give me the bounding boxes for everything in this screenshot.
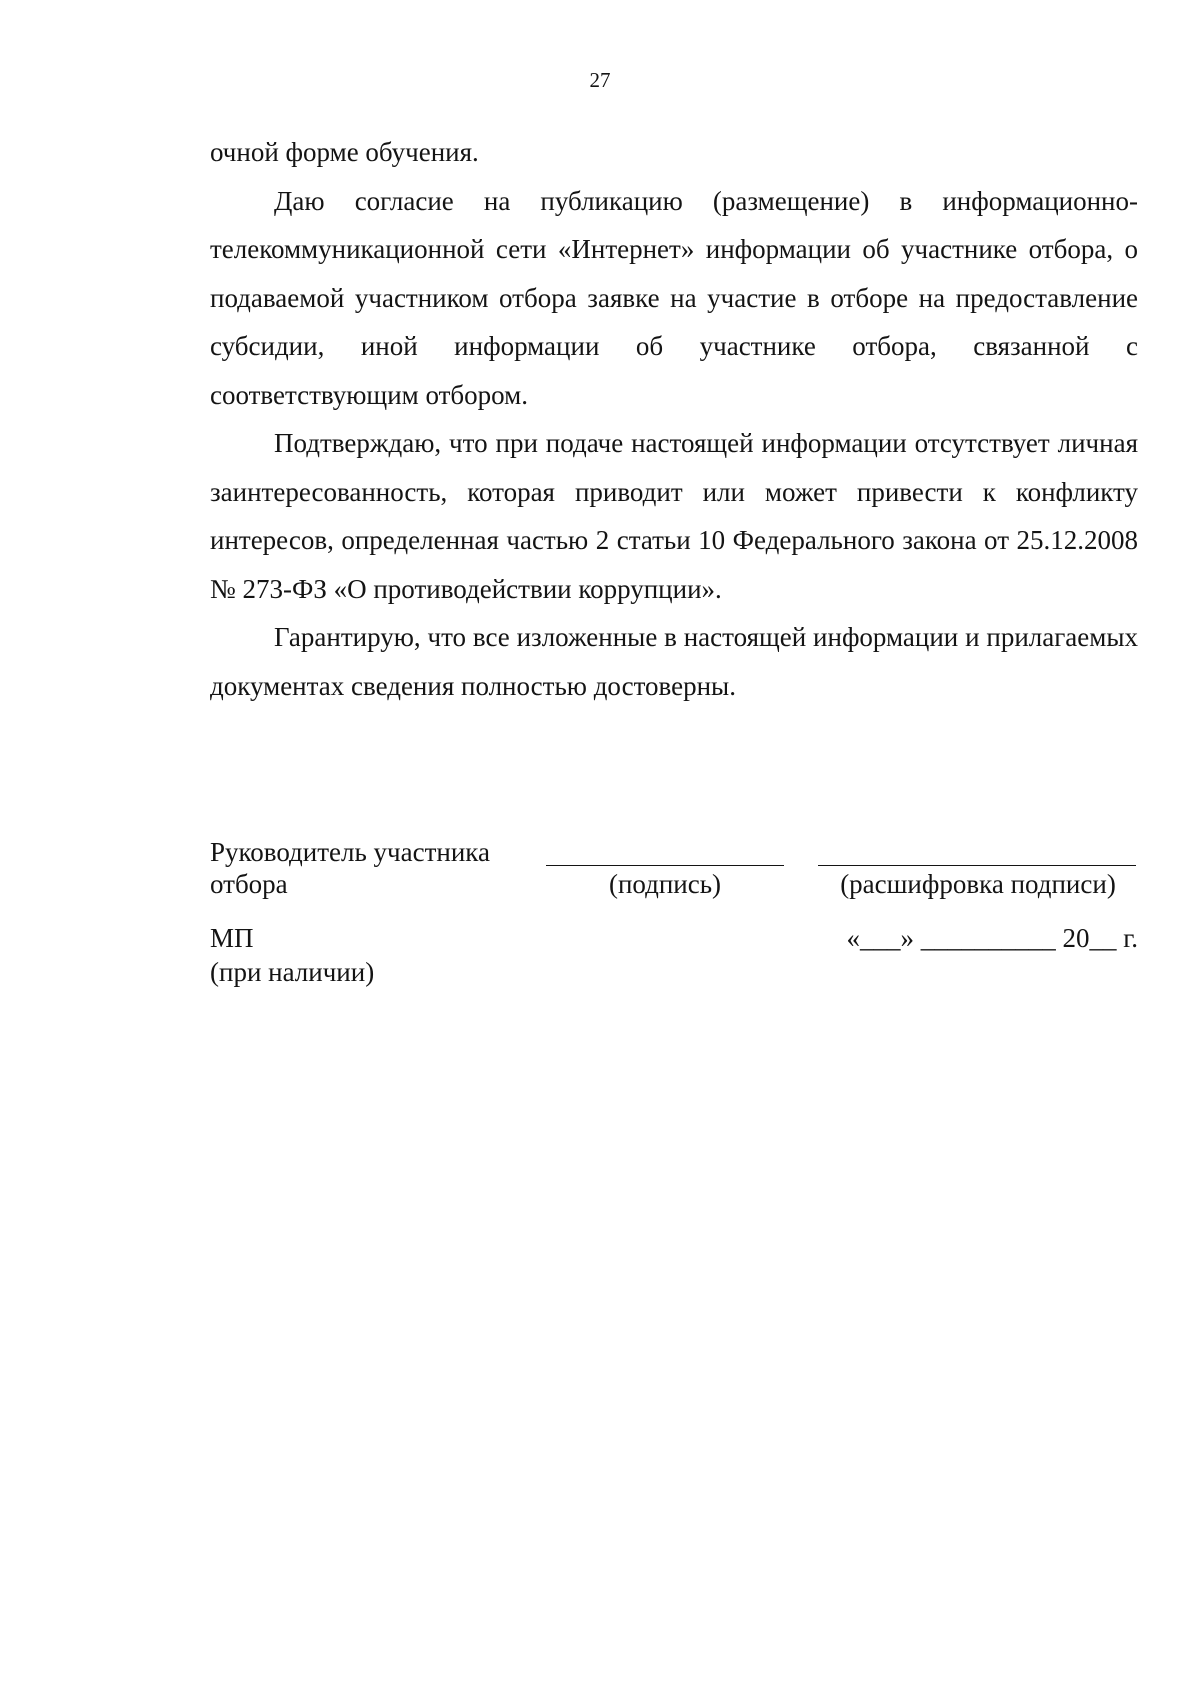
signature-decode-field-line xyxy=(818,865,1136,866)
paragraph-confirmation: Подтверждаю, что при подаче настоящей информации отсутствует личная заинтересованность, которая приводит или может привести к конфликту интересов, определенная частью 2 статьи 10 Федерального закона от 25.12.2008 № 273-ФЗ «О противодействии коррупции». xyxy=(210,428,1138,604)
signatory-role-line2: отбора xyxy=(210,869,288,899)
body-text xyxy=(210,128,1138,710)
date-field xyxy=(830,922,1138,954)
signatory-role-line1: Руководитель участника xyxy=(210,837,490,867)
signature-caption: (подпись) xyxy=(608,869,722,899)
date-text: «___» __________ 20__ г. xyxy=(846,923,1138,953)
stamp-note: (при наличии) xyxy=(210,957,375,987)
paragraph-continuation: очной форме обучения. xyxy=(210,137,479,167)
paragraph-consent: Даю согласие на публикацию (размещение) в информационно-телекоммуникационной сети «Интернет» информации об участнике отбора, о подаваемой участником отбора заявке на участие в отборе на предоставление субсидии, иной информации об участнике отбора, связанной с соответствующим отбором. xyxy=(210,185,1138,410)
paragraph-guarantee: Гарантирую, что все изложенные в настоящей информации и прилагаемых документах сведения полностью достоверны. xyxy=(210,622,1138,701)
signature-decode-caption: (расшифровка подписи) xyxy=(840,869,1116,899)
signature-field-line xyxy=(546,865,784,866)
stamp-label: МП xyxy=(210,923,254,953)
page-number: 27 xyxy=(589,68,611,92)
